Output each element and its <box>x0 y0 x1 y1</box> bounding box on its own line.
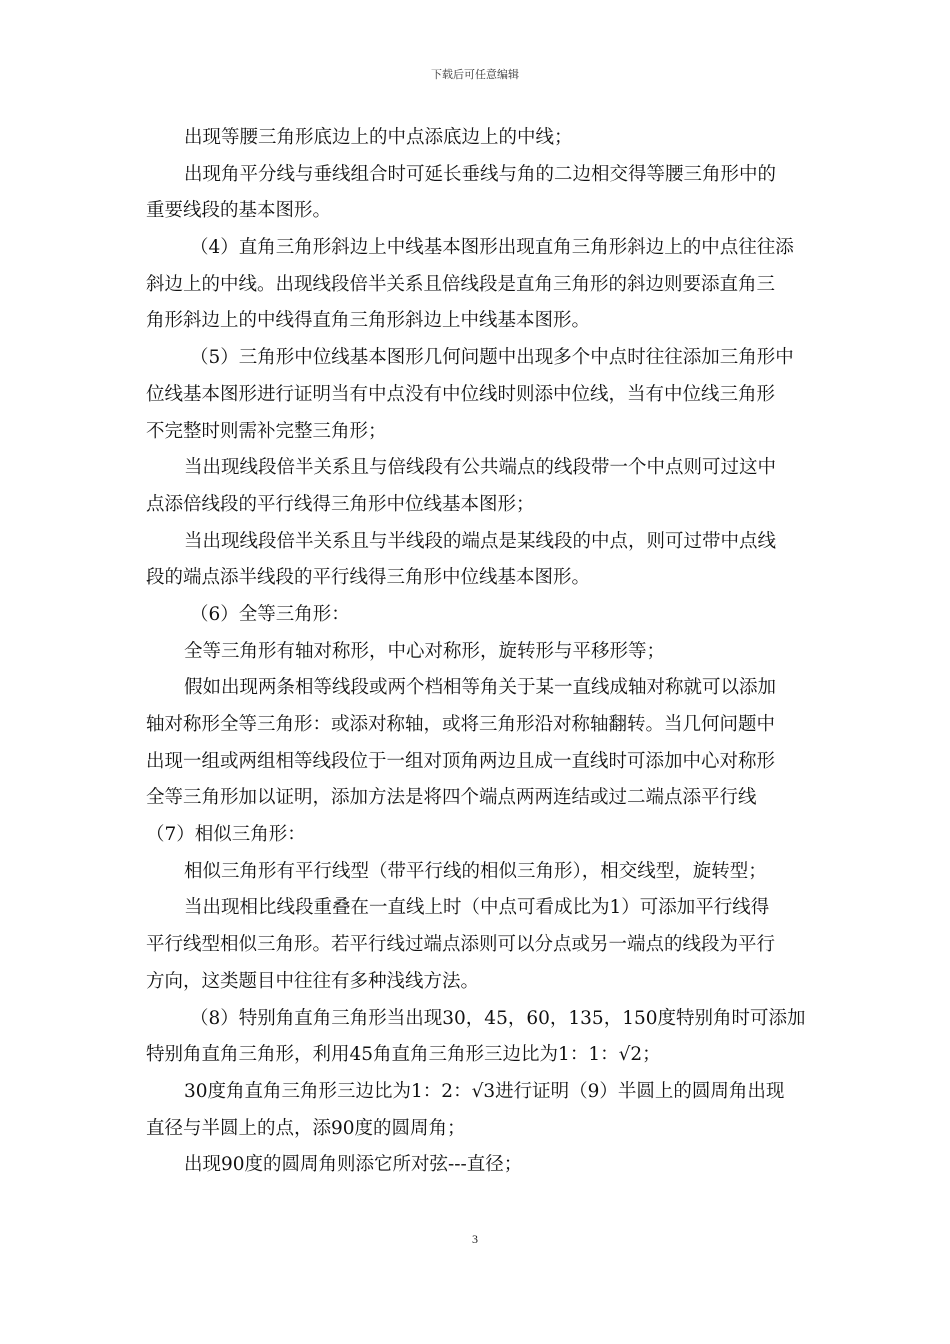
text-line: 当出现线段倍半关系且与倍线段有公共端点的线段带一个中点则可过这中 <box>184 457 777 479</box>
text-line: 出现等腰三角形底边上的中点添底边上的中线； <box>184 127 573 148</box>
text-line: 当出现线段倍半关系且与半线段的端点是某线段的中点，则可过带中点线 <box>184 530 777 552</box>
text-line: （5）三角形中位线基本图形几何问题中出现多个中点时往往添加三角形中 <box>190 347 794 369</box>
text-line: 出现一组或两组相等线段位于一组对顶角两边且成一直线时可添加中心对称形 <box>146 750 776 772</box>
text-line: 段的端点添半线段的平行线得三角形中位线基本图形。 <box>146 567 591 589</box>
text-line: 当出现相比线段重叠在一直线上时（中点可看成比为1）可添加平行线得 <box>184 897 770 919</box>
text-line: 位线基本图形进行证明当有中点没有中位线时则添中位线，当有中位线三角形 <box>146 383 776 405</box>
document-body <box>146 120 811 1184</box>
text-line: 点添倍线段的平行线得三角形中位线基本图形； <box>146 493 535 515</box>
page-header: 下载后可任意编辑 <box>431 68 519 81</box>
text-line: 特别角直角三角形，利用45角直角三角形三边比为1：1：√2； <box>146 1044 661 1066</box>
text-line: 轴对称形全等三角形：或添对称轴，或将三角形沿对称轴翻转。当几何问题中 <box>146 714 776 735</box>
text-line: 方向，这类题目中往往有多种浅线方法。 <box>146 970 480 992</box>
text-line: （4）直角三角形斜边上中线基本图形出现直角三角形斜边上的中点往往添 <box>190 237 794 259</box>
text-line: 角形斜边上的中线得直角三角形斜边上中线基本图形。 <box>146 310 591 332</box>
text-line: 不完整时则需补完整三角形； <box>146 420 387 442</box>
text-line: 重要线段的基本图形。 <box>146 200 332 222</box>
text-line: 全等三角形加以证明，添加方法是将四个端点两两连结或过二端点添平行线 <box>146 787 757 809</box>
text-line: 30度角直角三角形三边比为1：2：√3进行证明（9）半圆上的圆周角出现 <box>184 1080 785 1102</box>
text-line: 出现90度的圆周角则添它所对弦---直径； <box>184 1154 523 1176</box>
text-line: 直径与半圆上的点，添90度的圆周角； <box>146 1117 466 1139</box>
text-line: 相似三角形有平行线型（带平行线的相似三角形），相交线型，旋转型； <box>184 860 767 882</box>
page-number: 3 <box>472 1232 478 1246</box>
text-line: 斜边上的中线。出现线段倍半关系且倍线段是直角三角形的斜边则要添直角三 <box>146 273 776 295</box>
text-line: （6）全等三角形： <box>190 603 350 625</box>
text-line: （8）特别角直角三角形当出现30，45，60，135，150度特别角时可添加 <box>190 1007 806 1029</box>
text-line: （7）相似三角形： <box>146 824 306 846</box>
text-line: 平行线型相似三角形。若平行线过端点添则可以分点或另一端点的线段为平行 <box>146 934 776 956</box>
text-line: 出现角平分线与垂线组合时可延长垂线与角的二边相交得等腰三角形中的 <box>184 163 777 185</box>
text-line: 全等三角形有轴对称形，中心对称形，旋转形与平移形等； <box>184 640 666 662</box>
text-line: 假如出现两条相等线段或两个档相等角关于某一直线成轴对称就可以添加 <box>184 677 777 699</box>
